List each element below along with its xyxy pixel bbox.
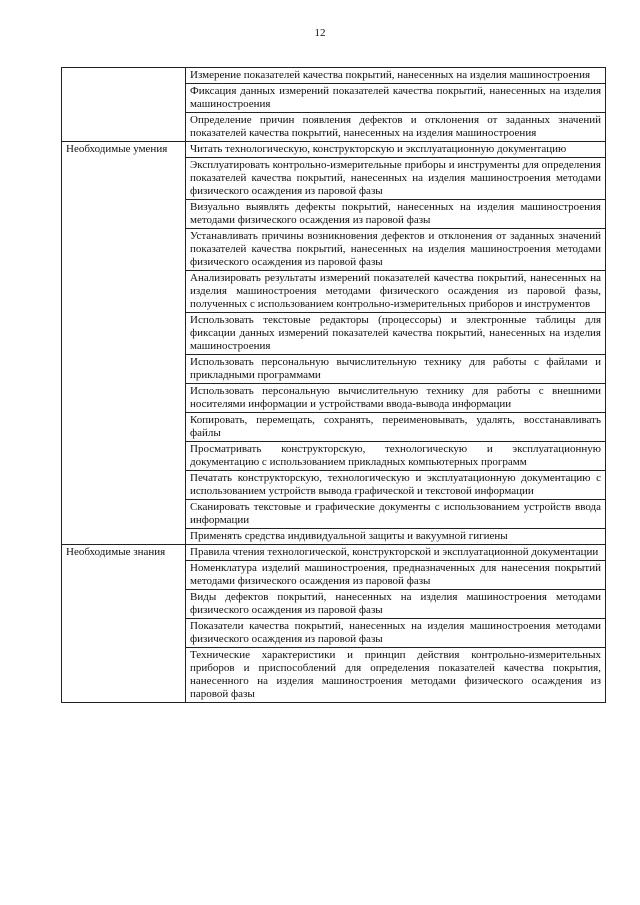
table-row [62,68,606,84]
requirement-cell: Правила чтения технологической, конструкторской и эксплуатационной документации [186,545,606,561]
page-number: 12 [314,27,326,39]
section-label [62,68,186,142]
competency-table [61,67,606,703]
requirement-cell: Просматривать конструкторскую, технологическую и эксплуатационную документацию с использованием прикладных компьютерных программ [186,442,606,471]
requirement-cell: Эксплуатировать контрольно-измерительные приборы и инструменты для определения показателей качества покрытий, нанесенных на изделия машиностроения методами физического осаждения из паровой фазы [186,158,606,200]
requirement-cell: Номенклатура изделий машиностроения, предназначенных для нанесения покрытий методами физического осаждения из паровой фазы [186,561,606,590]
requirement-cell: Фиксация данных измерений показателей качества покрытий, нанесенных на изделия машиностроения [186,84,606,113]
requirement-cell: Показатели качества покрытий, нанесенных на изделия машиностроения методами физического осаждения из паровой фазы [186,619,606,648]
requirement-cell: Виды дефектов покрытий, нанесенных на изделия машиностроения методами физического осаждения из паровой фазы [186,590,606,619]
table-row [62,545,606,561]
requirement-cell: Сканировать текстовые и графические документы с использованием устройств ввода информации [186,500,606,529]
table-body [62,68,606,703]
requirement-cell: Определение причин появления дефектов и отклонения от заданных значений показателей качества покрытий, нанесенных на изделия машиностроения [186,113,606,142]
requirement-cell: Анализировать результаты измерений показателей качества покрытий, нанесенных на изделия машиностроения методами физического осаждения из паровой фазы, полученных с использованием контрольно-измерительных приборов и инструментов [186,271,606,313]
requirement-cell: Использовать текстовые редакторы (процессоры) и электронные таблицы для фиксации данных измерений показателей качества покрытий, нанесенных на изделия машиностроения [186,313,606,355]
requirement-cell: Устанавливать причины возникновения дефектов и отклонения от заданных значений показателей качества покрытий, нанесенных на изделия машиностроения методами физического осаждения из паровой фазы [186,229,606,271]
requirement-cell: Использовать персональную вычислительную технику для работы с внешними носителями информации и устройствами ввода-вывода информации [186,384,606,413]
requirement-cell: Применять средства индивидуальной защиты и вакуумной гигиены [186,529,606,545]
section-label: Необходимые знания [62,545,186,703]
requirement-cell: Измерение показателей качества покрытий, нанесенных на изделия машиностроения [186,68,606,84]
requirement-cell: Печатать конструкторскую, технологическую и эксплуатационную документацию с использованием устройств вывода графической и текстовой информации [186,471,606,500]
requirement-cell: Визуально выявлять дефекты покрытий, нанесенных на изделия машиностроения методами физического осаждения из паровой фазы [186,200,606,229]
requirement-cell: Использовать персональную вычислительную технику для работы с файлами и прикладными программами [186,355,606,384]
requirement-cell: Читать технологическую, конструкторскую и эксплуатационную документацию [186,142,606,158]
requirement-cell: Технические характеристики и принцип действия контрольно-измерительных приборов и приспособлений для определения показателей качества покрытия, нанесенного на изделия машиностроения методами физического осаждения из паровой фазы [186,648,606,703]
table-row [62,142,606,158]
requirement-cell: Копировать, перемещать, сохранять, переименовывать, удалять, восстанавливать файлы [186,413,606,442]
section-label: Необходимые умения [62,142,186,545]
